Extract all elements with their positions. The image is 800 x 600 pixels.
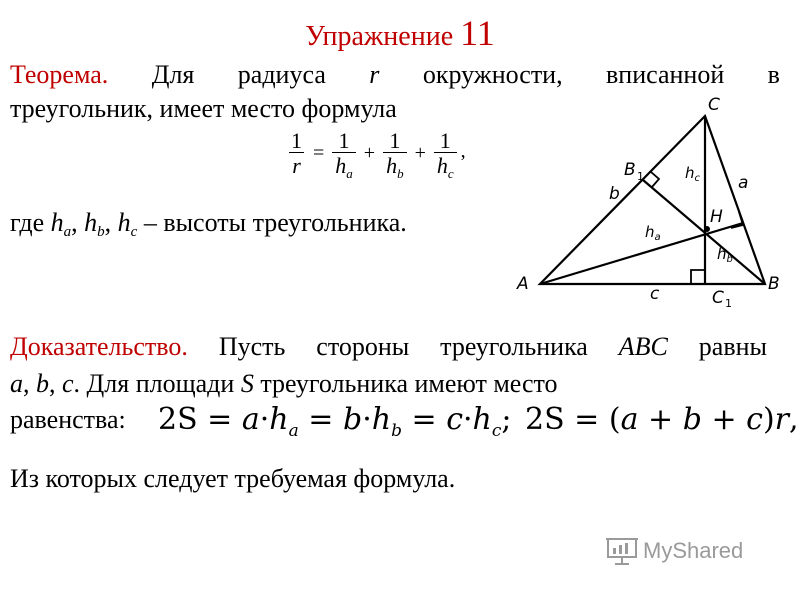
theorem-word: окружности,: [422, 60, 563, 89]
label-h: H: [710, 207, 723, 227]
label-b1: B: [624, 160, 636, 180]
fraction: $\frac{1}{h_b}$: [383, 130, 407, 177]
subscript-1: 1: [637, 170, 644, 183]
fraction: $\frac{1}{h_c}$: [434, 130, 457, 177]
subscript-1: 1: [725, 297, 732, 310]
proof-line-3: равенства:: [10, 405, 126, 434]
proof-word: равны: [698, 332, 767, 361]
myshared-logo: [605, 536, 743, 566]
title-number: 11: [460, 13, 495, 53]
proof-word: стороны: [316, 332, 410, 361]
right-angle-b1: [651, 172, 659, 187]
theorem-word-r: r: [369, 60, 380, 89]
proof-line-1: [10, 330, 767, 364]
side-c: c: [650, 284, 660, 304]
theorem-word: радиуса: [237, 60, 326, 89]
conclusion-text: Из которых следует требуемая формула.: [10, 464, 456, 493]
heights-definition: где $h_a$, $h_b$, $h_c$ – высоты треугольника.: [10, 208, 407, 240]
inradius-formula: [288, 128, 466, 181]
comma: ,: [460, 140, 466, 163]
area-inradius-equation: 2S = (a + b + c)r,: [525, 402, 799, 437]
logo-text: MyShared: [643, 538, 744, 563]
theorem-word: в: [767, 60, 780, 89]
plus-sign: +: [414, 142, 426, 164]
area-heights-equation: $2S = a\cdot h_a = b\cdot h_b = c\cdot h_c$;: [158, 402, 512, 441]
fraction: $\frac{1}{h_a}$: [332, 130, 356, 177]
side-b: b: [609, 184, 620, 204]
label-ha: $h_a$: [645, 223, 661, 243]
proof-word-abc: ABC: [618, 332, 668, 361]
proof-line-2: a, b, c. Для площади S треугольника имеют место: [10, 369, 558, 398]
side-a: a: [738, 173, 749, 193]
page-title: [0, 12, 800, 54]
triangle-diagram: [510, 90, 800, 320]
theorem-word: Для: [151, 60, 195, 89]
proof-word: треугольника: [440, 332, 588, 361]
proof-label: Доказательство.: [10, 332, 188, 361]
title-prefix: Упражнение: [305, 21, 454, 52]
proof-word: Пусть: [218, 332, 286, 361]
label-c: C: [708, 95, 720, 115]
label-c1: C: [712, 288, 724, 308]
right-angle-c1: [691, 270, 705, 284]
theorem-label: Теорема.: [10, 60, 109, 89]
theorem-line-1: [10, 58, 780, 92]
equals-sign: =: [313, 142, 325, 164]
theorem-word: вписанной: [606, 60, 725, 89]
theorem-line-2: треугольник, имеет место формула: [10, 94, 397, 123]
label-hb: $h_b$: [717, 245, 733, 265]
fraction: $\frac{1}{r}$: [291, 128, 302, 178]
label-b: B: [768, 274, 780, 294]
presentation-board-icon: [605, 536, 639, 566]
label-hc: $h_c$: [685, 164, 701, 184]
plus-sign: +: [363, 142, 376, 164]
label-a: A: [517, 274, 529, 294]
